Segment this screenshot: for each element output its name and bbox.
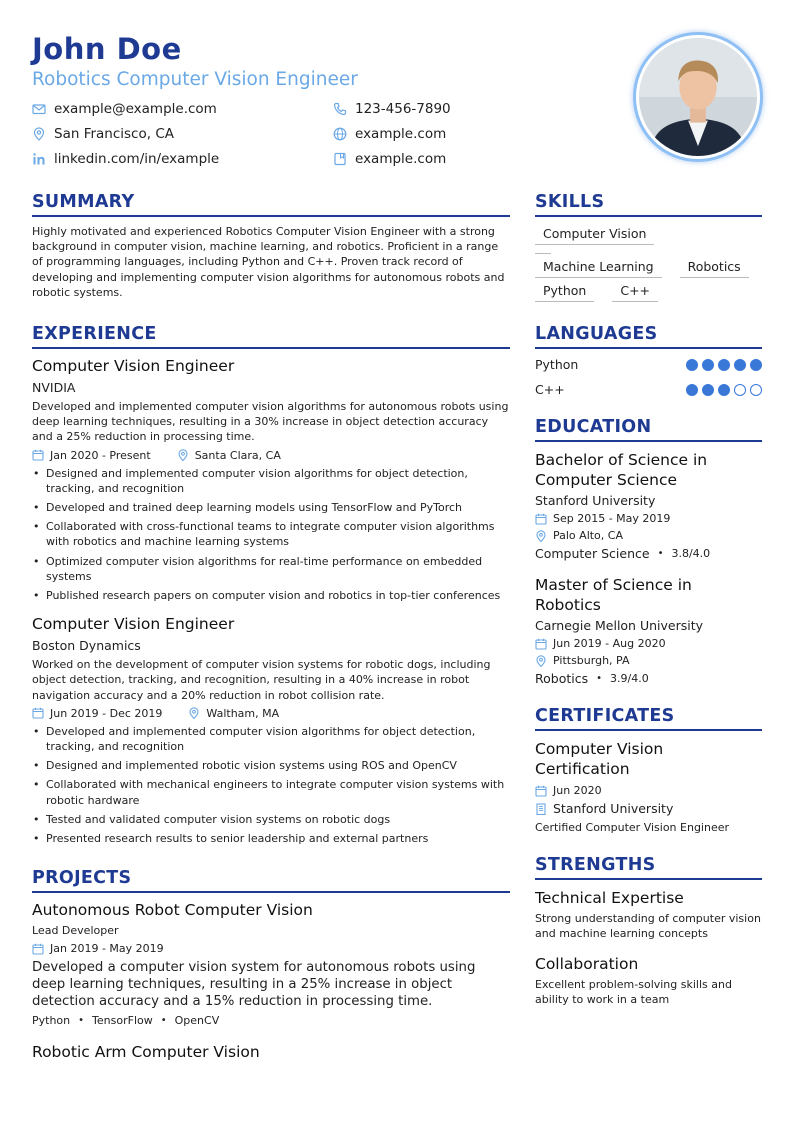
- list-item: • Tested and validated computer vision systems on robotic dogs: [32, 812, 510, 827]
- strength-title: Collaboration: [535, 954, 639, 973]
- calendar-icon: [535, 785, 547, 797]
- empty-dot: [750, 384, 762, 396]
- skills-list: [535, 225, 762, 306]
- calendar-icon: [32, 943, 44, 955]
- education-dates: Sep 2015 - May 2019: [553, 512, 671, 525]
- project-tag: OpenCV: [174, 1014, 220, 1028]
- list-item: • Designed and implemented robotic vision systems using ROS and OpenCV: [32, 758, 510, 773]
- linkedin-icon: [32, 152, 46, 166]
- filled-dot: [718, 384, 730, 396]
- filled-dot: [718, 359, 730, 371]
- email-text: example@example.com: [54, 101, 217, 117]
- job-title: Computer Vision Engineer: [32, 615, 235, 634]
- projects-heading: PROJECTS: [32, 868, 510, 893]
- education-meta: [535, 529, 762, 542]
- list-item: • Optimized computer vision algorithms for real-time performance on embedded systems: [32, 554, 510, 584]
- language-name: C++: [535, 382, 565, 397]
- education-meta: [535, 654, 762, 667]
- project-description: Developed a computer vision system for autonomous robots using deep learning techniques, resulting in a 25% increase in object detection accuracy and a 15% reduction in processing time.: [32, 960, 476, 1010]
- certificate-description: Certified Computer Vision Engineer: [535, 821, 730, 834]
- proficiency-dots: [682, 384, 762, 396]
- job-meta: [32, 707, 510, 720]
- job-description: Worked on the development of computer vision systems for robotic dogs, including object detection, tracking, and recognition, resulting in a 40% increase in robot navigation accuracy and a 20% reduction in robot collision rate.: [32, 658, 491, 702]
- calendar-icon: [32, 449, 44, 461]
- portfolio-text: example.com: [355, 151, 447, 167]
- skills-heading: SKILLS: [535, 192, 762, 217]
- field-of-study: Robotics: [535, 671, 589, 686]
- project-dates: Jan 2019 - May 2019: [50, 942, 164, 956]
- bookmark-icon: [333, 152, 347, 166]
- language-row: [535, 382, 762, 397]
- job-description: Developed and implemented computer vision algorithms for autonomous robots using deep learning techniques, resulting in a 30% increase in object detection accuracy and a 25% reduction in processing time.: [32, 400, 509, 444]
- location-icon: [535, 655, 547, 667]
- job-location: Santa Clara, CA: [194, 448, 281, 462]
- gpa-value: 3.8/4.0: [671, 547, 711, 560]
- candidate-name: John Doe: [32, 32, 182, 66]
- job-dates: Jun 2019 - Dec 2019: [50, 706, 163, 720]
- strength-entry: [535, 954, 762, 1007]
- education-entry: [535, 575, 762, 686]
- list-item: • Published research papers on computer vision and robotics in top-tier conferences: [32, 588, 510, 603]
- job-location: Waltham, MA: [206, 706, 280, 720]
- candidate-title: Robotics Computer Vision Engineer: [32, 69, 358, 90]
- proficiency-dots: [682, 359, 762, 371]
- list-item: • Designed and implemented computer vision algorithms for object detection, tracking, and recognition: [32, 466, 510, 496]
- separator-dot: •: [78, 1015, 85, 1027]
- education-dates: Jun 2019 - Aug 2020: [553, 637, 666, 650]
- job-entry: [32, 357, 510, 603]
- empty-dot: [734, 384, 746, 396]
- separator-dot: •: [657, 548, 664, 559]
- gpa-line: [535, 546, 762, 561]
- right-column: [535, 192, 762, 1007]
- contact-email[interactable]: [32, 101, 217, 117]
- certificate-date: Jun 2020: [553, 784, 602, 797]
- list-item: • Collaborated with mechanical engineers to integrate computer vision systems with robotic hardware: [32, 777, 510, 807]
- skill-tag: Robotics: [680, 258, 749, 278]
- separator-dot: •: [596, 673, 603, 684]
- summary-heading: SUMMARY: [32, 192, 510, 217]
- left-column: [32, 192, 510, 1061]
- linkedin-text: linkedin.com/in/example: [54, 151, 220, 167]
- certificate-issuer: Stanford University: [553, 801, 674, 816]
- location-icon: [177, 449, 189, 461]
- list-item: • Presented research results to senior leadership and external partners: [32, 831, 510, 846]
- calendar-icon: [535, 513, 547, 525]
- calendar-icon: [32, 707, 44, 719]
- filled-dot: [702, 384, 714, 396]
- language-row: [535, 357, 762, 372]
- filled-dot: [750, 359, 762, 371]
- education-location: Palo Alto, CA: [553, 529, 623, 542]
- strength-description: Excellent problem-solving skills and ability to work in a team: [535, 977, 732, 1006]
- skill-tag: C++: [612, 282, 658, 302]
- field-of-study: Computer Science: [535, 546, 650, 561]
- building-icon: [535, 803, 547, 815]
- phone-text: 123-456-7890: [355, 101, 451, 117]
- avatar: [639, 38, 757, 156]
- project-entry: [32, 901, 510, 1027]
- education-heading: EDUCATION: [535, 417, 762, 442]
- certificate-meta: [535, 784, 762, 797]
- education-entry: [535, 450, 762, 561]
- strength-title: Technical Expertise: [535, 889, 684, 908]
- project-role: Lead Developer: [32, 924, 119, 938]
- location-text: San Francisco, CA: [54, 126, 174, 142]
- list-item: • Developed and trained deep learning models using TensorFlow and PyTorch: [32, 500, 510, 515]
- strength-entry: [535, 888, 762, 941]
- phone-icon: [333, 102, 347, 116]
- job-entry: [32, 615, 510, 846]
- experience-heading: EXPERIENCE: [32, 324, 510, 349]
- job-company: Boston Dynamics: [32, 638, 141, 654]
- job-title: Computer Vision Engineer: [32, 357, 235, 376]
- mail-icon: [32, 102, 46, 116]
- contact-portfolio[interactable]: [333, 151, 446, 167]
- education-meta: [535, 512, 762, 525]
- job-meta: [32, 449, 510, 462]
- location-icon: [188, 707, 200, 719]
- job-dates: Jan 2020 - Present: [50, 448, 151, 462]
- summary-text: Highly motivated and experienced Robotics Computer Vision Engineer with a strong background in computer vision, machine learning, and robotics. Proficient in a range of programming languages, including Python and C++. Proven track record of developing and implementing computer vision algorithms for autonomous robots and robotic systems.: [32, 225, 505, 299]
- job-bullets: [32, 724, 510, 846]
- calendar-icon: [535, 638, 547, 650]
- globe-icon: [333, 127, 347, 141]
- language-name: Python: [535, 357, 579, 372]
- contact-linkedin[interactable]: [32, 151, 219, 167]
- contact-website[interactable]: [333, 126, 446, 142]
- education-location: Pittsburgh, PA: [553, 654, 630, 667]
- project-meta: [32, 942, 510, 955]
- location-icon: [32, 127, 46, 141]
- filled-dot: [702, 359, 714, 371]
- certificates-heading: CERTIFICATES: [535, 706, 762, 731]
- filled-dot: [734, 359, 746, 371]
- strengths-heading: STRENGTHS: [535, 855, 762, 880]
- project-tag: Python: [32, 1014, 71, 1028]
- languages-heading: LANGUAGES: [535, 324, 762, 349]
- skill-tag: Machine Learning: [535, 258, 662, 278]
- project-title: Robotic Arm Computer Vision: [32, 1043, 260, 1062]
- degree-title: Master of Science in Robotics: [535, 576, 692, 614]
- project-entry: [32, 1043, 510, 1061]
- education-meta: [535, 637, 762, 650]
- contact-phone[interactable]: [333, 101, 451, 117]
- job-company: NVIDIA: [32, 380, 76, 396]
- degree-title: Bachelor of Science in Computer Science: [535, 451, 708, 489]
- location-icon: [535, 530, 547, 542]
- skill-tag: Python: [535, 282, 594, 302]
- list-item: • Collaborated with cross-functional teams to integrate computer vision algorithms with robotics and machine learning systems: [32, 519, 510, 549]
- gpa-value: 3.9/4.0: [610, 672, 649, 685]
- school-name: Stanford University: [535, 493, 656, 508]
- contact-location: [32, 126, 174, 142]
- school-name: Carnegie Mellon University: [535, 618, 704, 633]
- job-bullets: [32, 466, 510, 604]
- project-tags: [32, 1014, 510, 1027]
- strength-description: Strong understanding of computer vision and machine learning concepts: [535, 912, 761, 941]
- certificate-meta: [535, 801, 762, 816]
- list-item: • Developed and implemented computer vision algorithms for object detection, tracking, and recognition: [32, 724, 510, 754]
- project-tag: TensorFlow: [92, 1014, 153, 1028]
- project-title: Autonomous Robot Computer Vision: [32, 901, 313, 920]
- skill-spacer: [535, 249, 551, 254]
- filled-dot: [686, 384, 698, 396]
- certificate-name: Computer Vision Certification: [535, 740, 664, 778]
- certificate-entry: [535, 739, 762, 835]
- filled-dot: [686, 359, 698, 371]
- gpa-line: [535, 671, 762, 686]
- separator-dot: •: [160, 1015, 167, 1027]
- skill-tag: Computer Vision: [535, 225, 654, 245]
- website-text: example.com: [355, 126, 447, 142]
- profile-photo: [633, 32, 763, 162]
